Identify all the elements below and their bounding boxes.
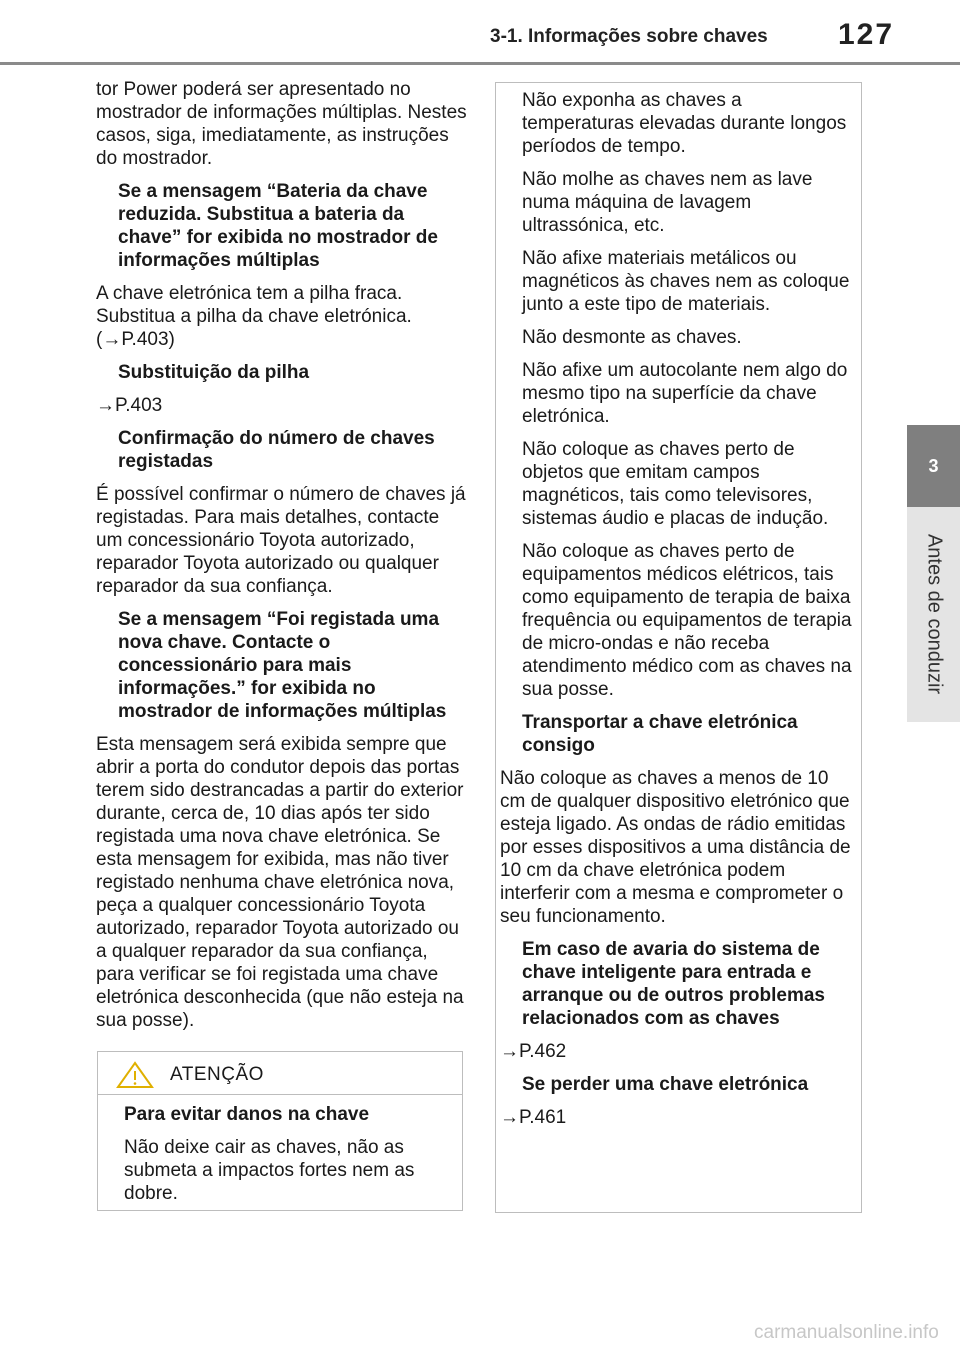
left-column <box>96 78 468 1042</box>
chapter-number-tab: 3 <box>907 425 960 507</box>
battery-paragraph: A chave eletrónica tem a pilha fraca. Substitua a pilha da chave eletrónica. (→P.403) <box>96 283 412 350</box>
confirm-heading: Confirmação do número de chaves registadas <box>118 428 435 472</box>
lost-key-heading: Se perder uma chave eletrónica <box>522 1074 809 1095</box>
carry-heading: Transportar a chave eletrónica consigo <box>522 712 798 756</box>
lost-key-reference: →P.461 <box>500 1107 567 1128</box>
warning-header <box>98 1052 462 1095</box>
confirm-paragraph: É possível confirmar o número de chaves já registadas. Para mais detalhes, contacte um concessionário Toyota autorizado, reparador Toyota autorizado ou qualquer reparador da sua confiança. <box>96 484 466 597</box>
replace-reference: →P.403 <box>96 395 163 416</box>
warning-box <box>97 1051 463 1211</box>
right-column <box>500 89 852 1139</box>
malfunction-heading: Em caso de avaria do sistema de chave inteligente para entrada e arranque ou de outros problemas relacionados com as chaves <box>522 939 825 1029</box>
section-title: 3-1. Informações sobre chaves <box>490 26 768 47</box>
caution-item: Não afixe materiais metálicos ou magnéticos às chaves nem as coloque junto a este tipo de materiais. <box>522 248 850 315</box>
caution-item: Não coloque as chaves perto de objetos que emitam campos magnéticos, tais como televisores, sistemas áudio e placas de indução. <box>522 439 829 529</box>
newkey-heading: Se a mensagem “Foi registada uma nova chave. Contacte o concessionário para mais informações.” for exibida no mostrador de informações múltiplas <box>118 609 447 722</box>
warning-text: Não deixe cair as chaves, não as submeta a impactos fortes nem as dobre. <box>124 1137 415 1204</box>
caution-item: Não coloque as chaves perto de equipamentos médicos elétricos, tais como equipamento de terapia de baixa frequência ou equipamentos de terapia de micro-ondas e não receba atendimento médico com as chaves na sua posse. <box>522 541 852 700</box>
replace-heading: Substituição da pilha <box>118 362 310 383</box>
intro-paragraph: tor Power poderá ser apresentado no mostrador de informações múltiplas. Nestes casos, siga, imediatamente, as instruções do mostrador. <box>96 79 467 169</box>
page-number: 127 <box>838 18 895 51</box>
newkey-paragraph: Esta mensagem será exibida sempre que abrir a porta do condutor depois das portas terem sido destrancadas a partir do exterior durante, cerca de, 10 dias após ter sido registada uma nova chave eletrónica. Se esta mensagem for exibida, mas não tiver registado nenhuma chave eletrónica nova, peça a qualquer concessionário Toyota autorizado, reparador Toyota autorizado ou a qualquer reparador da sua confiança, para verificar se foi registada uma chave eletrónica desconhecida (que não esteja na sua posse). <box>96 734 464 1031</box>
carry-paragraph: Não coloque as chaves a menos de 10 cm de qualquer dispositivo eletrónico que esteja ligado. As ondas de rádio emitidas por esses dispositivos a uma distância de 10 cm da chave eletrónica podem interferir com a mesma e comprometer o seu funcionamento. <box>500 768 851 927</box>
caution-item: Não molhe as chaves nem as lave numa máquina de lavagem ultrassónica, etc. <box>522 169 813 236</box>
warning-body <box>98 1095 462 1205</box>
caution-item: Não exponha as chaves a temperaturas elevadas durante longos períodos de tempo. <box>522 90 847 157</box>
warning-title: ATENÇÃO <box>170 1064 264 1085</box>
warning-triangle-icon <box>116 1061 154 1094</box>
caution-item: Não afixe um autocolante nem algo do mesmo tipo na superfície da chave eletrónica. <box>522 360 848 427</box>
chapter-label: Antes de conduzir <box>923 533 946 695</box>
malfunction-reference: →P.462 <box>500 1041 567 1062</box>
caution-item: Não desmonte as chaves. <box>522 327 742 348</box>
battery-heading: Se a mensagem “Bateria da chave reduzida. Substitua a bateria da chave” for exibida no mostrador de informações múltiplas <box>118 181 438 271</box>
header-divider <box>0 62 960 65</box>
watermark: carmanualsonline.info <box>754 1322 939 1343</box>
warning-subheading: Para evitar danos na chave <box>124 1104 370 1125</box>
